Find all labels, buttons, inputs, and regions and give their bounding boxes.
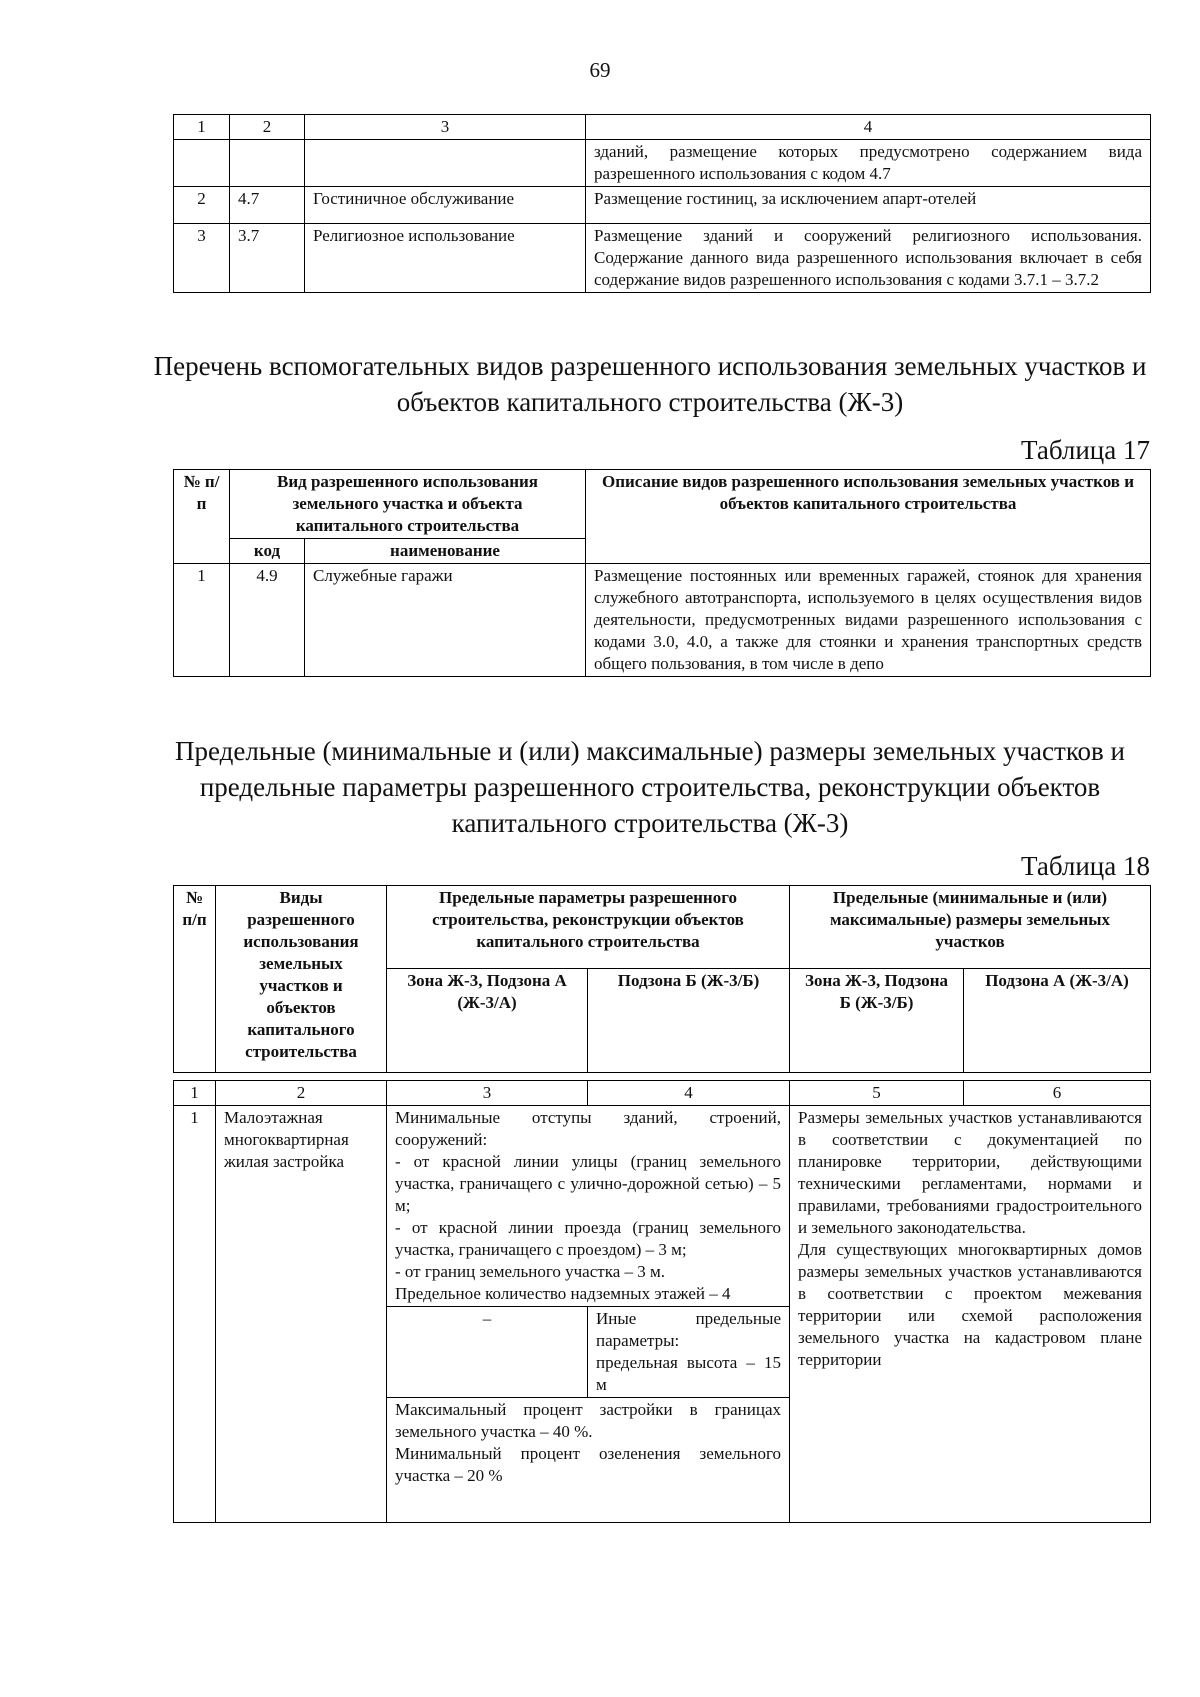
sizes-cell: [790, 1106, 1151, 1523]
header-sizes: Предельные (минимальные и (или) максимальные) размеры земельных участков: [790, 886, 1151, 969]
table-row: [174, 187, 1151, 224]
row-desc: Размещение гостиниц, за исключением апарт-отелей: [586, 187, 1151, 224]
col-number-2: 2: [230, 115, 305, 140]
header-name: наименование: [305, 539, 586, 564]
page-number: 69: [589, 58, 611, 82]
row-code: 4.9: [230, 564, 305, 677]
max-height: предельная высота – 15 м: [596, 1353, 781, 1394]
header-description: Описание видов разрешенного использования земельных участков и объектов капитального строительства: [586, 470, 1151, 564]
col-number-3: 3: [305, 115, 586, 140]
heading-auxiliary-uses: Перечень вспомогательных видов разрешенного использования земельных участков и объектов капитального строительства (Ж-3): [153, 351, 1147, 417]
coverage-cell: [387, 1398, 790, 1523]
row-num: 1: [174, 1106, 216, 1523]
row-desc: зданий, размещение которых предусмотрено содержанием вида разрешенного использования с кодом 4.7: [586, 140, 1151, 187]
table-row: [174, 564, 1151, 677]
row-name: Религиозное использование: [305, 224, 586, 293]
other-params: Иные предельные параметры:: [596, 1309, 781, 1350]
header-kind: Вид разрешенного использования земельного участка и объекта капитального строительства: [230, 470, 586, 539]
row-code: 3.7: [230, 224, 305, 293]
row-desc: Размещение зданий и сооружений религиозного использования. Содержание данного вида разрешенного использования включает в себя содержание видов разрешенного использования с кодами 3.7.1 – 3.7.2: [586, 224, 1151, 293]
table-18-label: Таблица 18: [1021, 851, 1150, 881]
sizes-text-1: Размеры земельных участков устанавливаются в соответствии с документацией по планировке территории, действующими техническими регламентами, нормами и правилами, требованиями градостроительного и земельного законодательства.: [798, 1108, 1142, 1237]
table-row: [174, 140, 1151, 187]
row-num: 3: [174, 224, 230, 293]
col-number-2: 2: [216, 1081, 387, 1106]
heading-limit-parameters: Предельные (минимальные и (или) максимальные) размеры земельных участков и предельные параметры разрешенного строительства, реконструкции объектов капитального строительства (Ж-3): [174, 736, 1126, 838]
row-kind: Малоэтажная многоквартирная жилая застройка: [216, 1106, 387, 1523]
setback-boundaries: - от границ земельного участка – 3 м.: [395, 1262, 665, 1281]
row-code: [230, 140, 305, 187]
row-desc: Размещение постоянных или временных гаражей, стоянок для хранения служебного автотранспорта, используемого в целях осуществления видов деятельности, предусмотренных видами разрешенного использования с кодами 3.0, 4.0, а также для стоянки и хранения транспортных средств общего пользования, в том числе в депо: [586, 564, 1151, 677]
setback-street: - от красной линии улицы (границ земельного участка, граничащего с улично-дорожной сетью) – 5 м;: [395, 1152, 781, 1215]
table-continuation: [173, 114, 1151, 293]
row-name: [305, 140, 586, 187]
row-num: 2: [174, 187, 230, 224]
sizes-text-2: Для существующих многоквартирных домов размеры земельных участков устанавливаются в соответствии с проектом межевания территории или схемой расположения земельного участка на кадастровом плане территории: [798, 1240, 1142, 1369]
table-row: [174, 224, 1151, 293]
setbacks-cell: [387, 1106, 790, 1307]
table-row: [174, 1106, 1151, 1307]
header-zone-b: Зона Ж-3, Подзона Б (Ж-3/Б): [790, 969, 964, 1073]
header-subzone-a: Подзона А (Ж-3/А): [964, 969, 1151, 1073]
header-subzone-b: Подзона Б (Ж-3/Б): [588, 969, 790, 1073]
table-17-label: Таблица 17: [1021, 435, 1150, 465]
header-zone-a: Зона Ж-3, Подзона А (Ж-3/А): [387, 969, 588, 1073]
col-number-4: 4: [586, 115, 1151, 140]
column-numbers-row: [174, 1081, 1151, 1106]
floors-limit: Предельное количество надземных этажей – 4: [395, 1284, 731, 1303]
row-name: Гостиничное обслуживание: [305, 187, 586, 224]
col-number-1: 1: [174, 115, 230, 140]
setbacks-title: Минимальные отступы зданий, строений, сооружений:: [395, 1108, 781, 1149]
table-17: [173, 469, 1151, 677]
header-code: код: [230, 539, 305, 564]
max-coverage: Максимальный процент застройки в границах земельного участка – 40 %.: [395, 1400, 781, 1441]
col-number-1: 1: [174, 1081, 216, 1106]
row-num: 1: [174, 564, 230, 677]
col-number-3: 3: [387, 1081, 588, 1106]
setback-driveway: - от красной линии проезда (границ земельного участка, граничащего с проездом) – 3 м;: [395, 1218, 781, 1259]
col-number-6: 6: [964, 1081, 1151, 1106]
col-number-4: 4: [588, 1081, 790, 1106]
other-params-cell: [588, 1307, 790, 1398]
row-name: Служебные гаражи: [305, 564, 586, 677]
col-number-5: 5: [790, 1081, 964, 1106]
table-18-body: [173, 1080, 1151, 1523]
min-green: Минимальный процент озеленения земельного участка – 20 %: [395, 1444, 781, 1485]
row-num: [174, 140, 230, 187]
header-kinds: Виды разрешенного использования земельных участков и объектов капитального строительства: [216, 886, 387, 1073]
table-18-header: [173, 885, 1151, 1073]
header-num: № п/п: [174, 470, 230, 564]
header-num: № п/п: [174, 886, 216, 1073]
dash-cell: –: [387, 1307, 588, 1398]
header-params: Предельные параметры разрешенного строительства, реконструкции объектов капитального строительства: [387, 886, 790, 969]
row-code: 4.7: [230, 187, 305, 224]
table-header-row: [174, 115, 1151, 140]
